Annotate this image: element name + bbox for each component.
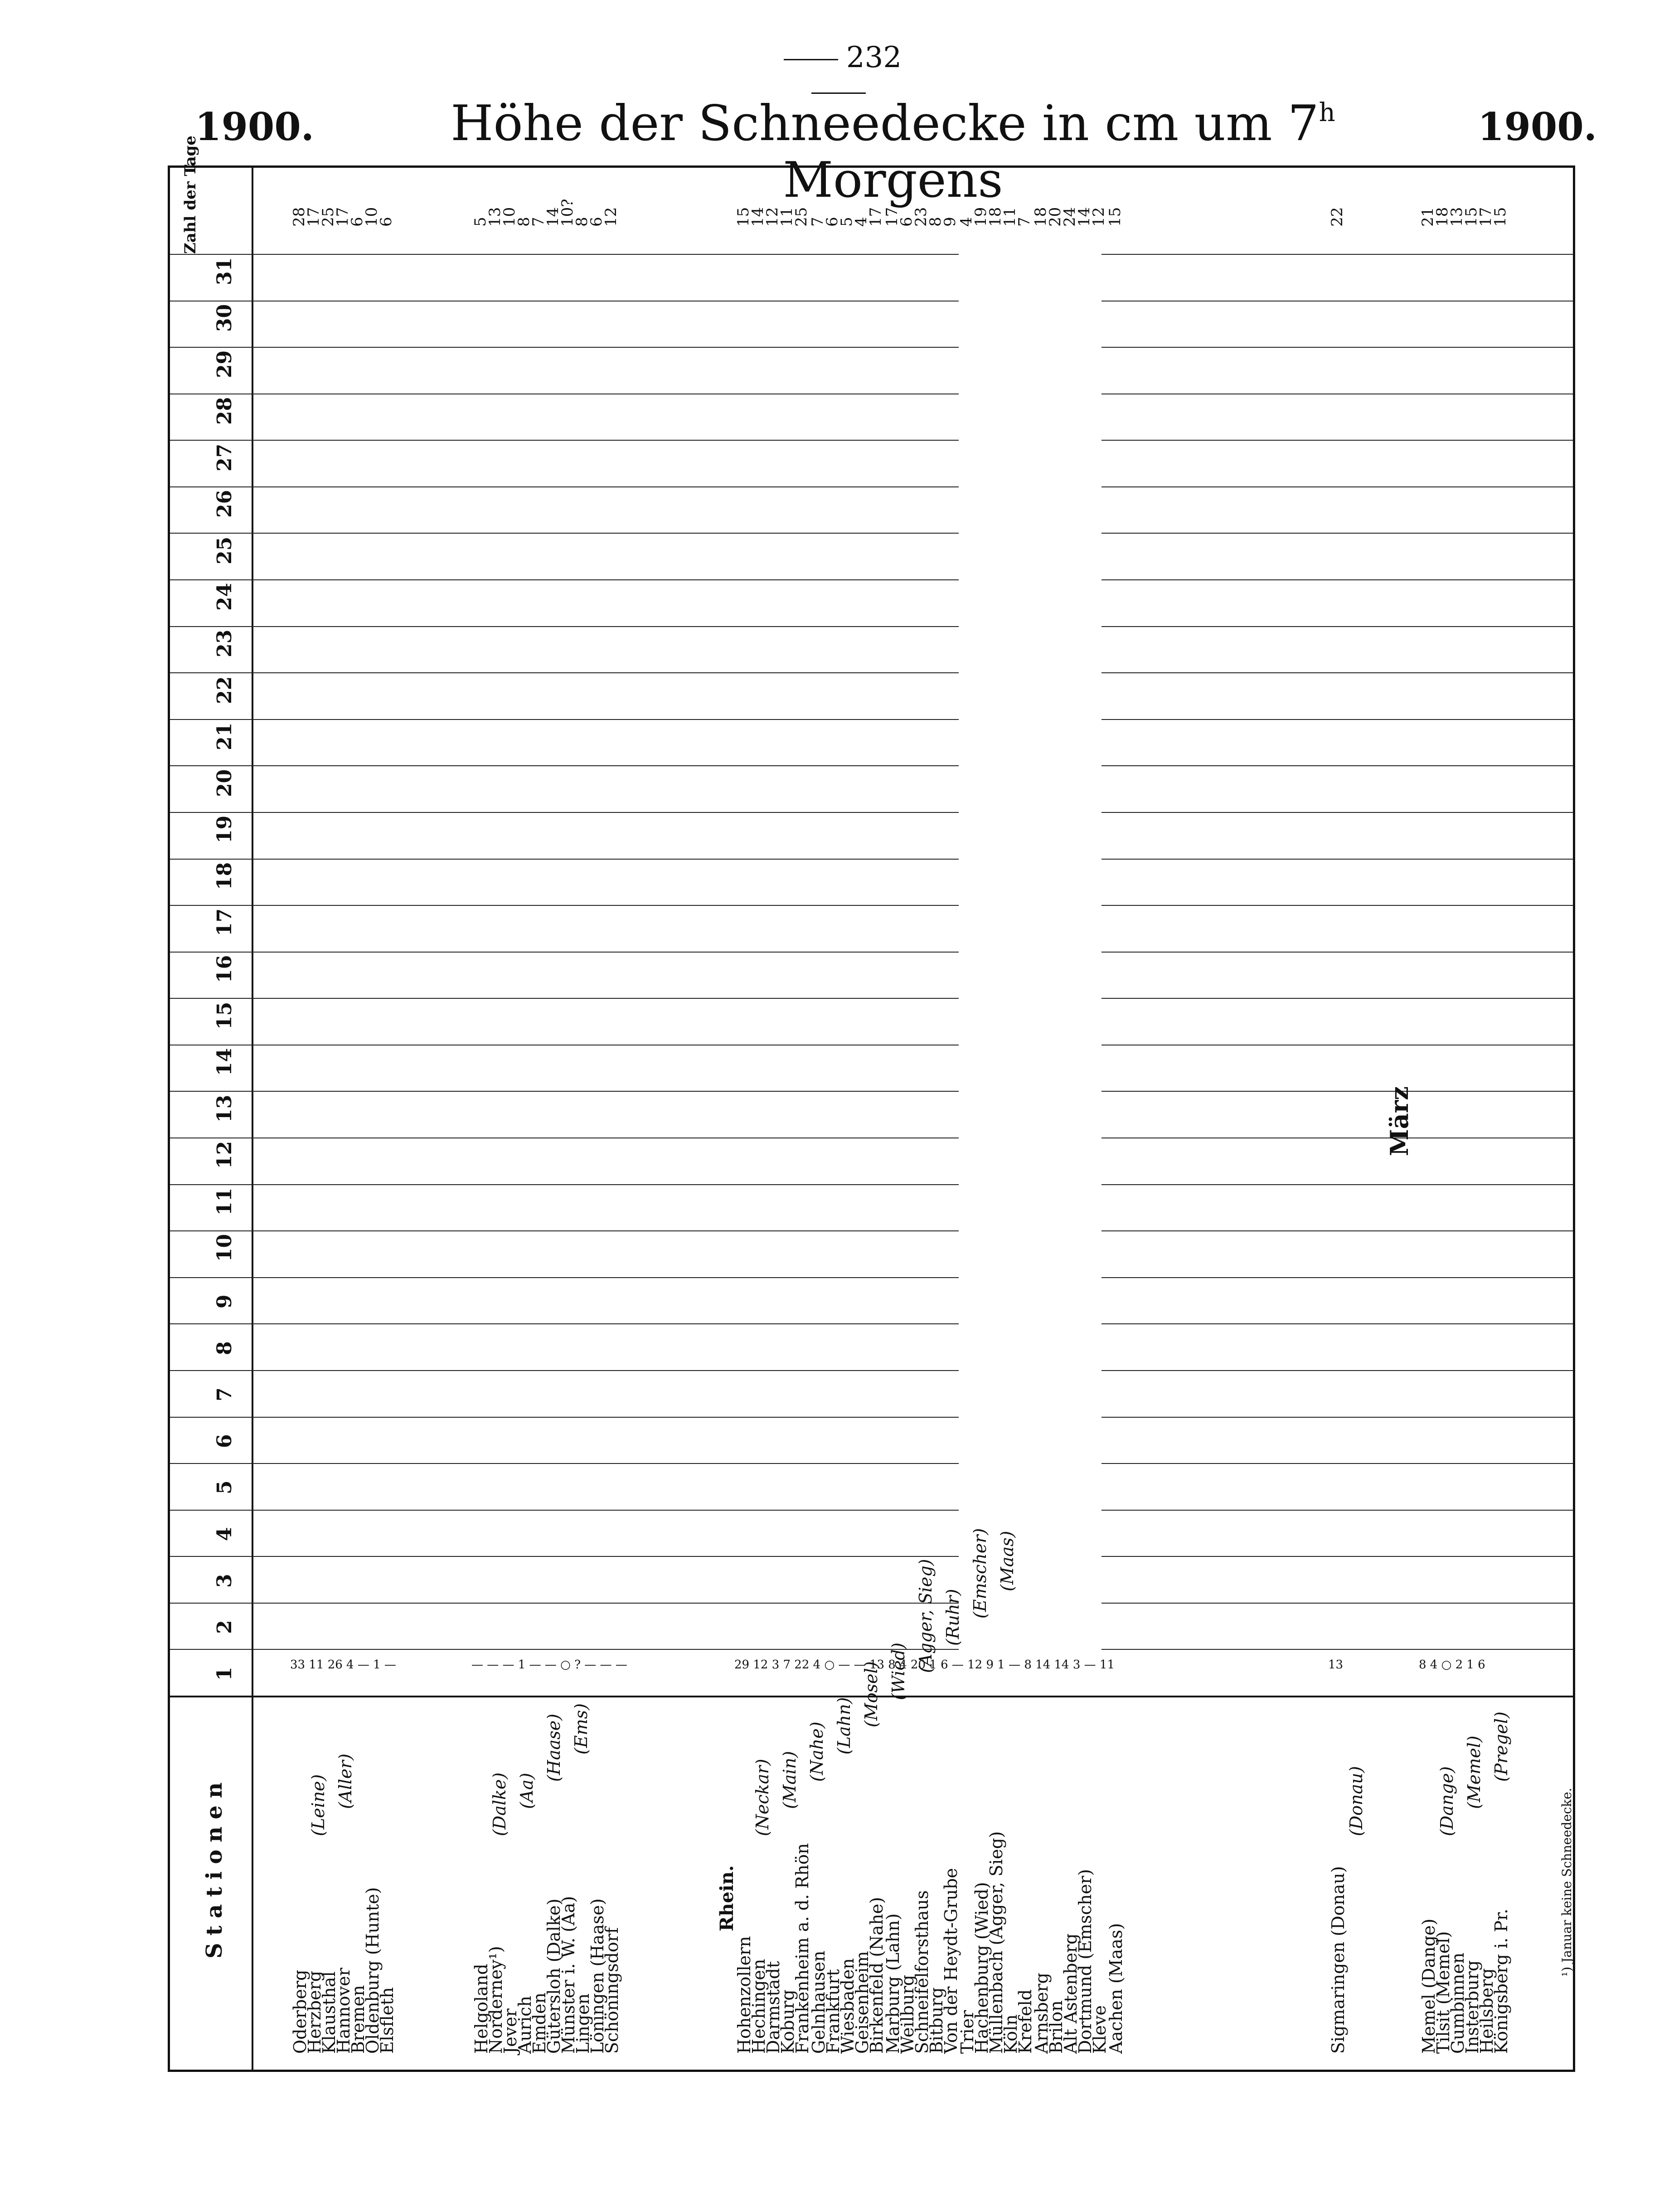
station-name: Schöningsdorf [602, 1927, 622, 2054]
station-name: Lingen [573, 1993, 593, 2054]
day-label: 14 [213, 1048, 236, 1076]
day-label: 8 [213, 1341, 236, 1355]
day-row-separator [1101, 812, 1573, 813]
day-label: 6 [213, 1434, 236, 1448]
station-name: Köln [1001, 2014, 1021, 2054]
station-count: 14 [1075, 207, 1093, 227]
day-label: 22 [213, 676, 236, 704]
day-row-separator [170, 440, 959, 441]
station-count: 22 [1328, 207, 1346, 227]
river-bracket-label: (Memel) [1464, 1736, 1484, 1809]
day-row-separator [1101, 719, 1573, 720]
day-row-separator [170, 1603, 959, 1604]
river-bracket-label: (Lahn) [834, 1697, 854, 1755]
day-row-separator [1101, 765, 1573, 766]
day-row-separator [170, 533, 959, 534]
day-label: 2 [213, 1620, 236, 1634]
station-name: Bremen [348, 1985, 368, 2054]
day-label: 23 [213, 629, 236, 657]
station-name: Jever [500, 2008, 520, 2054]
day-label: 21 [213, 722, 236, 751]
day-label: 16 [213, 955, 236, 983]
station-count: 15 [1462, 207, 1480, 227]
day-row-separator [1101, 486, 1573, 487]
river-bracket-label: (Dalke) [490, 1772, 509, 1836]
station-name: Arnsberg [1032, 1973, 1052, 2054]
day-row-separator [1101, 1091, 1573, 1092]
day-row-separator [170, 1184, 959, 1185]
station-count: 7 [529, 217, 548, 227]
station-name: Birkenfeld (Nahe) [867, 1897, 887, 2054]
day1-values: — — — 1 — — ○ ? — — — [471, 1658, 627, 1672]
station-count: 6 [587, 217, 606, 227]
day-row-separator [170, 1277, 959, 1278]
day-row-separator [1101, 347, 1573, 348]
station-name: Aachen (Maas) [1106, 1923, 1126, 2054]
station-name: Löningen (Haase) [587, 1898, 607, 2054]
day-row-separator [1101, 1603, 1573, 1604]
group-heading-rhein: Rhein. [716, 1865, 737, 1931]
station-count: 15 [1106, 207, 1124, 227]
station-name: Münster i. W. (Aa) [558, 1896, 578, 2054]
day-row-separator [1101, 1649, 1573, 1650]
day1-values: 8 4 ○ 2 1 6 [1419, 1658, 1485, 1672]
day-row-separator [170, 859, 959, 860]
station-name: Norderney¹) [486, 1946, 506, 2054]
station-name: Kleve [1090, 2005, 1110, 2054]
day-row-separator [170, 765, 959, 766]
title-end: Morgens [783, 152, 1003, 209]
day-label: 5 [213, 1480, 236, 1495]
station-count: 28 [290, 207, 308, 227]
station-count: 25 [792, 207, 810, 227]
station-name: Königsberg i. Pr. [1491, 1908, 1511, 2054]
station-count: 7 [1015, 217, 1033, 227]
footnote: ¹) Januar keine Schneedecke. [1559, 1788, 1574, 1977]
day-row-separator [1101, 1323, 1573, 1324]
station-count: 15 [734, 207, 752, 227]
day-label: 18 [213, 862, 236, 890]
station-count: 13 [1448, 207, 1466, 227]
station-name: Weilburg [898, 1974, 917, 2054]
day-row-separator [1101, 1230, 1573, 1231]
river-bracket-label: (Nahe) [807, 1721, 827, 1782]
station-name: Bitburg [927, 1987, 946, 2054]
river-bracket-label: (Aa) [517, 1773, 537, 1809]
station-count: 19 [972, 207, 990, 227]
river-bracket-label: (Ruhr) [943, 1589, 963, 1646]
station-name: Geisenheim [852, 1951, 872, 2054]
station-count: 12 [602, 207, 620, 227]
river-bracket-label: (Haase) [544, 1713, 564, 1782]
day1-values: 33 11 26 4 — 1 — [290, 1658, 396, 1672]
station-count: 15 [1491, 207, 1509, 227]
day1-values: 13 [1328, 1658, 1344, 1672]
station-count: 12 [1090, 207, 1108, 227]
day-label: 15 [213, 1001, 236, 1030]
day-label: 13 [213, 1094, 236, 1123]
page-number-rule-right [811, 92, 866, 94]
station-count: 13 [486, 207, 504, 227]
station-count: 10 [500, 207, 519, 227]
day-label: 3 [213, 1573, 236, 1588]
station-count: 24 [1061, 207, 1079, 227]
river-bracket-label: (Emscher) [970, 1528, 990, 1619]
day-row-separator [170, 1230, 959, 1231]
station-name: Hachenburg (Wied) [972, 1882, 992, 2054]
day-row-separator [170, 1323, 959, 1324]
station-name: Brilon [1046, 2000, 1066, 2054]
station-count: 17 [1477, 207, 1495, 227]
station-name: Klausthal [319, 1971, 339, 2054]
day-label: 28 [213, 397, 236, 425]
station-count: 8 [573, 217, 591, 227]
station-name: Oldenburg (Hunte) [363, 1887, 383, 2054]
station-count: 6 [348, 217, 366, 227]
day-label: 10 [213, 1234, 236, 1262]
day-row-separator [170, 347, 959, 348]
day-row-separator [170, 952, 959, 953]
station-count: 17 [334, 207, 352, 227]
day-row-separator [1101, 626, 1573, 627]
day-label: 29 [213, 350, 236, 379]
station-name: Von der Heydt-Grube [941, 1868, 961, 2054]
day-row-separator [170, 998, 959, 999]
river-bracket-label: (Agger, Sieg) [916, 1559, 936, 1673]
station-name: Elsfleth [377, 1987, 397, 2054]
day-row-separator [1101, 1417, 1573, 1418]
day-row-separator [1101, 1556, 1573, 1557]
river-bracket-label: (Mosel) [861, 1661, 881, 1727]
day-row-separator [170, 579, 959, 580]
station-count: 18 [1433, 207, 1451, 227]
page-number-text: 232 [846, 41, 902, 74]
day-label: 31 [213, 258, 236, 286]
station-count: 10 [363, 207, 381, 227]
river-bracket-label: (Donau) [1346, 1766, 1366, 1836]
station-count: 23 [912, 207, 930, 227]
station-count: 9 [941, 217, 959, 227]
station-count: 20 [1046, 207, 1064, 227]
river-bracket-label: (Ems) [571, 1703, 591, 1755]
station-name: Emden [529, 1992, 549, 2054]
station-name: Gütersloh (Dalke) [544, 1898, 564, 2054]
station-count: 14 [749, 207, 767, 227]
day-label: 20 [213, 769, 236, 797]
station-count: 10? [558, 199, 577, 227]
station-name: Koburg [778, 1989, 798, 2054]
year-right: 1900. [1478, 104, 1597, 149]
station-count: 6 [377, 217, 395, 227]
day-row-separator [1101, 254, 1573, 255]
station-name: Herzberg [305, 1970, 325, 2054]
station-name: Müllenbach (Agger, Sieg) [986, 1831, 1006, 2054]
station-name: Helgoland [471, 1964, 491, 2054]
station-name: Gelnhausen [809, 1950, 829, 2054]
station-name: Sigmaringen (Donau) [1328, 1866, 1348, 2054]
station-count: 17 [305, 207, 323, 227]
day1-values: 29 12 3 7 22 4 ○ — — 13 8 4 20 1 6 — 12 9 1 — 8 14 14 3 — 11 [734, 1658, 1115, 1672]
day-label: 1 [213, 1667, 236, 1681]
river-bracket-label: (Aller) [335, 1753, 355, 1809]
station-count: 4 [852, 217, 870, 227]
station-count: 8 [927, 217, 945, 227]
station-count: 7 [809, 217, 827, 227]
station-count: 18 [986, 207, 1004, 227]
river-bracket-label: (Leine) [308, 1774, 328, 1836]
day-row-separator [170, 812, 959, 813]
station-name: Aurich [515, 1996, 535, 2054]
river-bracket-label: (Main) [780, 1751, 800, 1809]
day-label: 4 [213, 1527, 236, 1541]
station-count: 5 [838, 217, 856, 227]
station-count: 11 [778, 207, 796, 227]
station-name: Gumbinnen [1448, 1952, 1468, 2054]
day-row-separator [1101, 579, 1573, 580]
river-bracket-label: (Pregel) [1491, 1711, 1511, 1782]
station-count: 17 [883, 207, 901, 227]
day-row-separator [1101, 859, 1573, 860]
day-row-separator [1101, 672, 1573, 673]
day-label: 27 [213, 443, 236, 472]
station-name: Wiesbaden [838, 1958, 858, 2054]
station-count: 21 [1419, 207, 1437, 227]
station-count: 12 [763, 207, 781, 227]
station-count: 25 [319, 207, 337, 227]
day-row-separator [170, 1556, 959, 1557]
day-row-separator [1101, 905, 1573, 906]
day-label: 9 [213, 1294, 236, 1309]
day-row-separator [170, 1417, 959, 1418]
day-label: 30 [213, 304, 236, 332]
day-label: 26 [213, 490, 236, 518]
station-name: Hohenzollern [734, 1936, 754, 2054]
day-label: 11 [213, 1187, 236, 1215]
count-column-separator [252, 168, 253, 2070]
title-sup: h [1319, 98, 1335, 127]
day-label: 24 [213, 583, 236, 611]
month-label-maerz: März [1385, 1086, 1414, 1156]
station-name: Marburg (Lahn) [883, 1913, 903, 2054]
day-row-separator [1101, 1184, 1573, 1185]
station-name: Frankfurt [823, 1969, 843, 2054]
river-bracket-label: (Neckar) [752, 1759, 772, 1836]
day-label: 19 [213, 816, 236, 844]
day-row-separator [1101, 952, 1573, 953]
count-header: Zahl der Tage [181, 136, 199, 254]
river-bracket-label: (Dange) [1437, 1766, 1457, 1836]
station-count: 8 [515, 217, 533, 227]
station-name: Schneifelforsthaus [912, 1890, 932, 2054]
day-row-separator [1101, 533, 1573, 534]
station-count: 11 [1001, 207, 1019, 227]
day-row-separator [1101, 998, 1573, 999]
title-main: Höhe der Schneedecke in cm um 7 [451, 95, 1319, 152]
day-row-separator [170, 1463, 959, 1464]
day-row-separator [170, 719, 959, 720]
station-name: Insterburg [1462, 1960, 1482, 2054]
station-name: Trier [957, 2010, 977, 2054]
station-count: 4 [957, 217, 975, 227]
year-left: 1900. [195, 104, 315, 149]
day-row-separator [1101, 440, 1573, 441]
station-name: Darmstadt [763, 1961, 783, 2054]
station-name: Hechingen [749, 1959, 769, 2054]
station-name: Alt Astenberg [1061, 1933, 1081, 2054]
station-name: Tilsit (Memel) [1433, 1931, 1453, 2054]
day-row-separator [170, 672, 959, 673]
day-row-separator [1101, 1370, 1573, 1371]
day-label: 25 [213, 536, 236, 564]
day-row-separator [170, 626, 959, 627]
station-count: 18 [1032, 207, 1050, 227]
station-name: Frankenheim a. d. Rhön [792, 1843, 812, 2054]
station-name: Hannover [334, 1968, 354, 2054]
day-label: 7 [213, 1387, 236, 1402]
station-name: Memel (Dange) [1419, 1918, 1439, 2054]
day-row-separator [1101, 1463, 1573, 1464]
day-row-separator [170, 1091, 959, 1092]
station-count: 6 [823, 217, 841, 227]
day-label: 12 [213, 1141, 236, 1169]
station-name: Dortmund (Emscher) [1075, 1869, 1095, 2054]
page-number-rule-left [784, 59, 838, 60]
stations-header: Stationen [202, 1775, 227, 1959]
day-row-separator [170, 905, 959, 906]
station-count: 5 [471, 217, 490, 227]
day-row-separator [1101, 1277, 1573, 1278]
river-bracket-label: (Maas) [997, 1531, 1017, 1591]
day-row-separator [170, 1649, 959, 1650]
station-count: 6 [898, 217, 916, 227]
day-row-separator [170, 1370, 959, 1371]
day-row-separator [170, 254, 959, 255]
day-label: 17 [213, 909, 236, 937]
station-name: Krefeld [1015, 1989, 1035, 2054]
day-row-separator [170, 1510, 959, 1511]
station-count: 17 [867, 207, 885, 227]
day-row-separator [1101, 1510, 1573, 1511]
station-name: Oderberg [290, 1969, 310, 2054]
station-name: Heilsberg [1477, 1968, 1497, 2054]
river-bracket-label: (Wied) [888, 1642, 908, 1700]
station-count: 14 [544, 207, 562, 227]
day-row-separator [170, 486, 959, 487]
